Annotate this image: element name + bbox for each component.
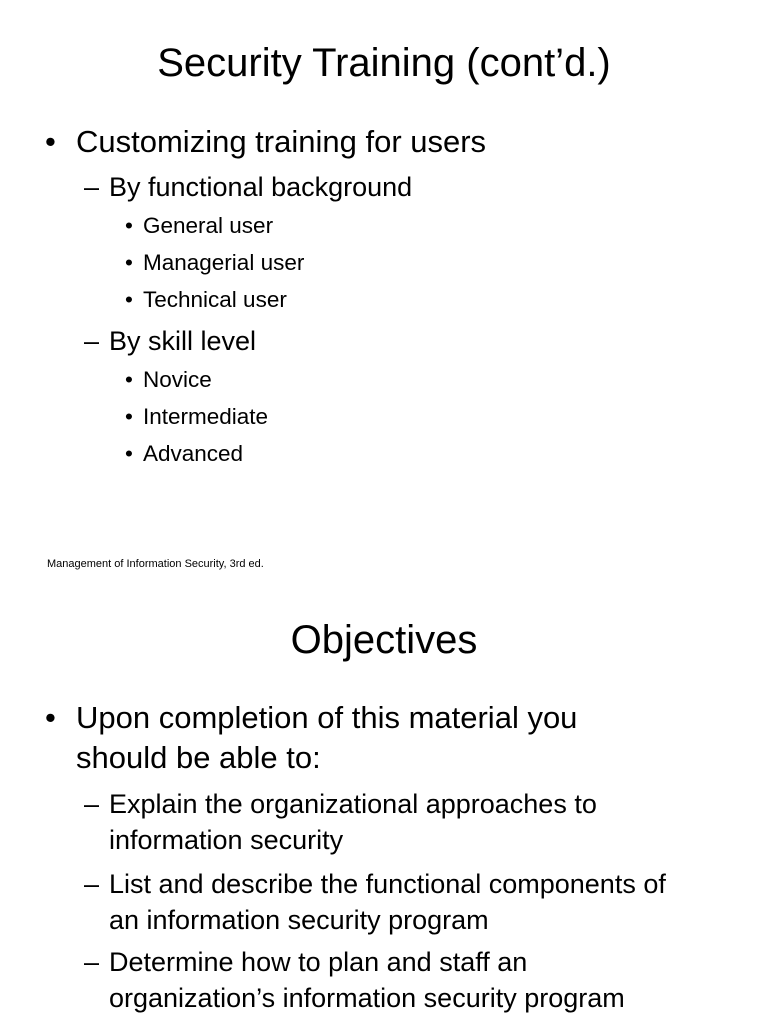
dash-marker: – xyxy=(84,326,100,356)
objective-item-explain xyxy=(84,786,597,858)
objective-text-line: organization’s information security program xyxy=(109,983,625,1013)
dash-marker: – xyxy=(84,789,100,819)
list-item-general-user xyxy=(125,212,274,240)
sub-bullet-text: By skill level xyxy=(109,326,257,356)
bullet-marker: • xyxy=(125,213,133,238)
list-item-text: Managerial user xyxy=(143,250,305,275)
bullet-marker: • xyxy=(125,441,133,466)
bullet-marker: • xyxy=(45,124,56,159)
bullet-text-line: Upon completion of this material you xyxy=(76,700,578,735)
slide-title: Security Training (cont’d.) xyxy=(157,41,611,85)
bullet-text-line: should be able to: xyxy=(76,740,321,775)
objective-text-line: an information security program xyxy=(109,905,489,935)
list-item-text: General user xyxy=(143,213,274,238)
bullet-marker: • xyxy=(125,250,133,275)
objective-item-list-describe xyxy=(84,866,666,938)
bullet-marker: • xyxy=(125,287,133,312)
bullet-marker: • xyxy=(125,404,133,429)
list-item-advanced xyxy=(125,440,244,468)
objective-text-line: Determine how to plan and staff an xyxy=(109,947,528,977)
list-item-managerial-user xyxy=(125,249,305,277)
bullet-marker: • xyxy=(125,367,133,392)
bullet-upon-completion xyxy=(45,698,578,778)
list-item-text: Technical user xyxy=(143,287,287,312)
objective-text-line: Explain the organizational approaches to xyxy=(109,789,597,819)
sub-bullet-text: By functional background xyxy=(109,172,413,202)
slide-title: Objectives xyxy=(290,618,478,662)
list-item-text: Intermediate xyxy=(143,404,269,429)
list-item-technical-user xyxy=(125,286,287,314)
objective-text-line: information security xyxy=(109,825,344,855)
list-item-intermediate xyxy=(125,403,269,431)
dash-marker: – xyxy=(84,172,100,202)
objective-text-line: List and describe the functional components of xyxy=(109,869,666,899)
list-item-text: Advanced xyxy=(143,441,244,466)
slide-objectives xyxy=(0,590,768,1024)
sub-bullet-functional-background xyxy=(84,169,413,205)
bullet-customizing-training xyxy=(45,122,487,162)
dash-marker: – xyxy=(84,869,100,899)
objective-item-determine xyxy=(84,944,625,1016)
bullet-text: Customizing training for users xyxy=(76,124,487,159)
list-item-text: Novice xyxy=(143,367,212,392)
bullet-marker: • xyxy=(45,700,56,735)
dash-marker: – xyxy=(84,947,100,977)
sub-bullet-skill-level xyxy=(84,323,257,359)
list-item-novice xyxy=(125,366,212,394)
slide-footer: Management of Information Security, 3rd ed. xyxy=(47,558,264,570)
